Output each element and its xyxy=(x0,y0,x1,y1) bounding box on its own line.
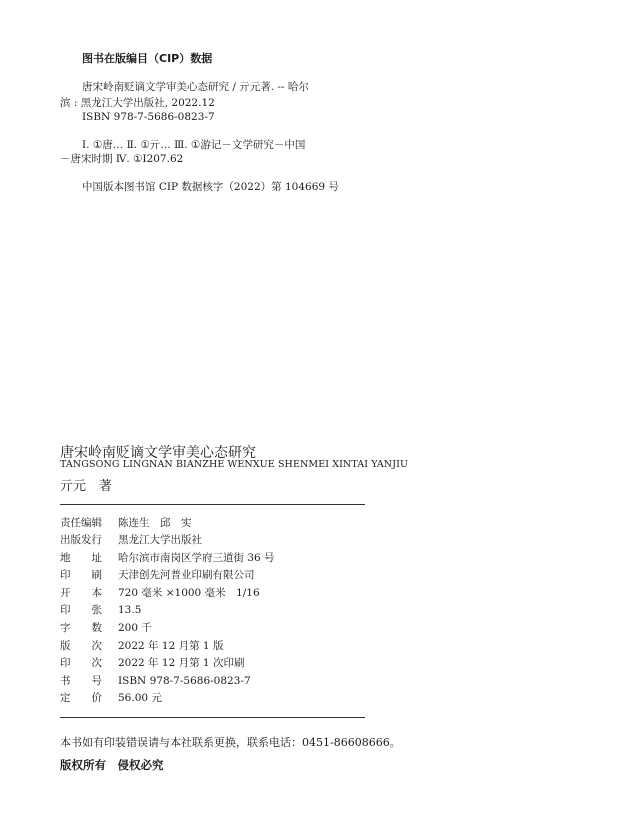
cip-isbn-line: ISBN 978-7-5686-0823-7 xyxy=(82,111,215,123)
info-label: 印 次 xyxy=(60,657,102,669)
cip-entry-line-1: 唐宋岭南贬谪文学审美心态研究 / 亓元著. -- 哈尔 xyxy=(82,81,309,93)
info-row-printing xyxy=(60,655,244,671)
cip-heading: 图书在版编目（CIP）数据 xyxy=(82,52,213,65)
info-value: 黑龙江大学出版社 xyxy=(118,534,202,546)
cip-subject-line-1: Ⅰ. ①唐… Ⅱ. ①亓… Ⅲ. ①游记－文学研究－中国 xyxy=(82,139,306,151)
info-label: 字 数 xyxy=(60,622,102,634)
book-title-pinyin: TANGSONG LINGNAN BIANZHE WENXUE SHENMEI XINTAI YANJIU xyxy=(60,459,409,470)
info-label: 印 刷 xyxy=(60,569,102,581)
cip-subject-line-2: －唐宋时期 Ⅳ. ①I207.62 xyxy=(60,153,184,165)
info-row-printer xyxy=(60,567,255,583)
book-author: 亓元 著 xyxy=(60,479,113,494)
bottom-divider xyxy=(60,717,365,718)
info-label: 定 价 xyxy=(60,692,102,704)
info-value: 13.5 xyxy=(118,604,142,616)
info-row-address xyxy=(60,550,275,566)
info-label: 地 址 xyxy=(60,552,102,564)
info-row-publisher xyxy=(60,532,202,548)
info-row-editor xyxy=(60,515,192,531)
info-row-isbn xyxy=(60,673,251,689)
copyright-statement: 版权所有 侵权必究 xyxy=(60,758,164,772)
info-value: 200 千 xyxy=(118,622,152,634)
info-value: 720 毫米 ×1000 毫米 1/16 xyxy=(118,587,260,599)
replacement-notice: 本书如有印装错误请与本社联系更换，联系电话：0451-86608666。 xyxy=(60,736,401,749)
info-label: 书 号 xyxy=(60,675,102,687)
book-title: 唐宋岭南贬谪文学审美心态研究 xyxy=(60,445,256,461)
info-row-word-count xyxy=(60,620,152,636)
info-row-price xyxy=(60,690,162,706)
info-label: 印 张 xyxy=(60,604,102,616)
top-divider xyxy=(60,504,365,505)
info-value: ISBN 978-7-5686-0823-7 xyxy=(118,675,251,687)
info-row-format xyxy=(60,585,260,601)
info-value: 陈连生 邱 实 xyxy=(118,517,192,529)
info-value: 哈尔滨市南岗区学府三道街 36 号 xyxy=(118,552,275,564)
info-label: 版 次 xyxy=(60,640,102,652)
info-label: 开 本 xyxy=(60,587,102,599)
info-label: 出版发行 xyxy=(60,534,102,546)
info-value: 天津创先河普业印刷有限公司 xyxy=(118,569,255,581)
info-value: 56.00 元 xyxy=(118,692,162,704)
cip-record-number: 中国版本图书馆 CIP 数据核字（2022）第 104669 号 xyxy=(82,181,339,193)
info-label: 责任编辑 xyxy=(60,517,102,529)
cip-entry-line-2: 滨 : 黑龙江大学出版社, 2022.12 xyxy=(60,97,215,109)
info-value: 2022 年 12 月第 1 版 xyxy=(118,640,224,652)
info-row-edition xyxy=(60,638,223,654)
info-value: 2022 年 12 月第 1 次印刷 xyxy=(118,657,245,669)
info-row-sheets xyxy=(60,602,141,618)
